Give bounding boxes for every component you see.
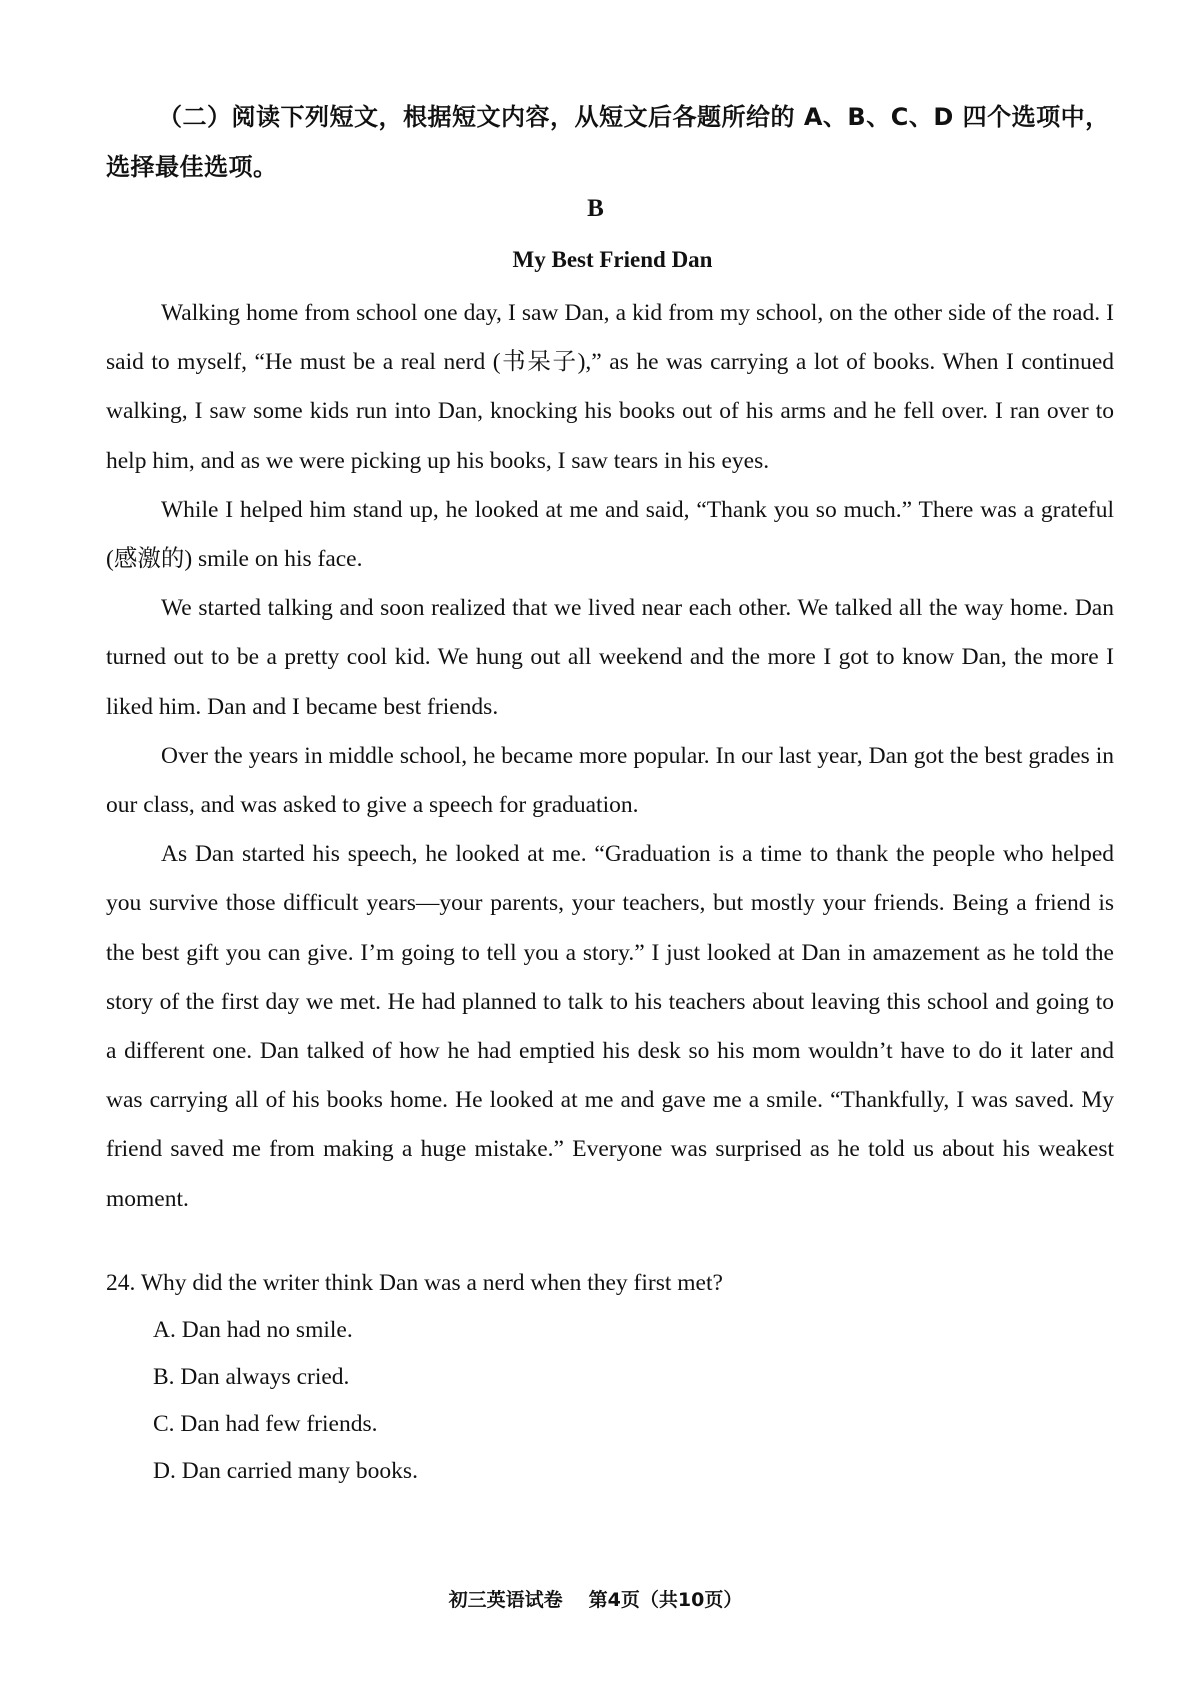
reading-passage [106,289,1114,1224]
section-instructions: （二）阅读下列短文，根据短文内容，从短文后各题所给的 A、B、C、D 四个选项中，选择最佳选项。 [106,103,1110,181]
passage-paragraph: Walking home from school one day, I saw Dan, a kid from my school, on the other side of the road. I said to myself, “He must be a real nerd (书呆子),” as he was carrying a lot of books. When I continued walking, I saw some kids run into Dan, knocking his books out of his arms and he fell over. I ran over to help him, and as we were picking up his books, I saw tears in his eyes. [106,300,1114,474]
passage-letter: B [587,195,604,222]
exam-title: 初三英语试卷 [448,1589,563,1611]
question-24 [106,1260,1116,1495]
question-stem: 24. Why did the writer think Dan was a nerd when they first met? [106,1270,723,1296]
passage-paragraph: As Dan started his speech, he looked at me. “Graduation is a time to thank the people who helped you survive those difficult years—your parents, your teachers, but mostly your friends. Being a friend is the best gift you can give. I’m going to tell you a story.” I just looked at Dan in amazement as he told the story of the first day we met. He had planned to talk to his teachers about leaving this school and going to a different one. Dan talked of how he had emptied his desk so his mom wouldn’t have to do it later and was carrying all of his books home. He looked at me and gave me a smile. “Thankfully, I was saved. My friend saved me from making a huge mistake.” Everyone was surprised as he told us about his weakest moment. [106,841,1114,1212]
passage-paragraph: We started talking and soon realized that we lived near each other. We talked all the way home. Dan turned out to be a pretty cool kid. We hung out all weekend and the more I got to know Dan, the more I liked him. Dan and I became best friends. [106,595,1114,720]
option-b[interactable]: B. Dan always cried. [153,1364,350,1390]
option-c[interactable]: C. Dan had few friends. [153,1411,378,1437]
passage-paragraph: While I helped him stand up, he looked at me and said, “Thank you so much.” There was a grateful (感激的) smile on his face. [106,496,1114,573]
option-a[interactable]: A. Dan had no smile. [153,1317,353,1343]
passage-title: My Best Friend Dan [512,247,713,272]
passage-paragraph: Over the years in middle school, he became more popular. In our last year, Dan got the best grades in our class, and was asked to give a speech for graduation. [106,742,1114,819]
page-footer [0,1585,1191,1615]
option-d[interactable]: D. Dan carried many books. [153,1458,418,1484]
page-number: 第4页（共10页） [588,1589,743,1611]
